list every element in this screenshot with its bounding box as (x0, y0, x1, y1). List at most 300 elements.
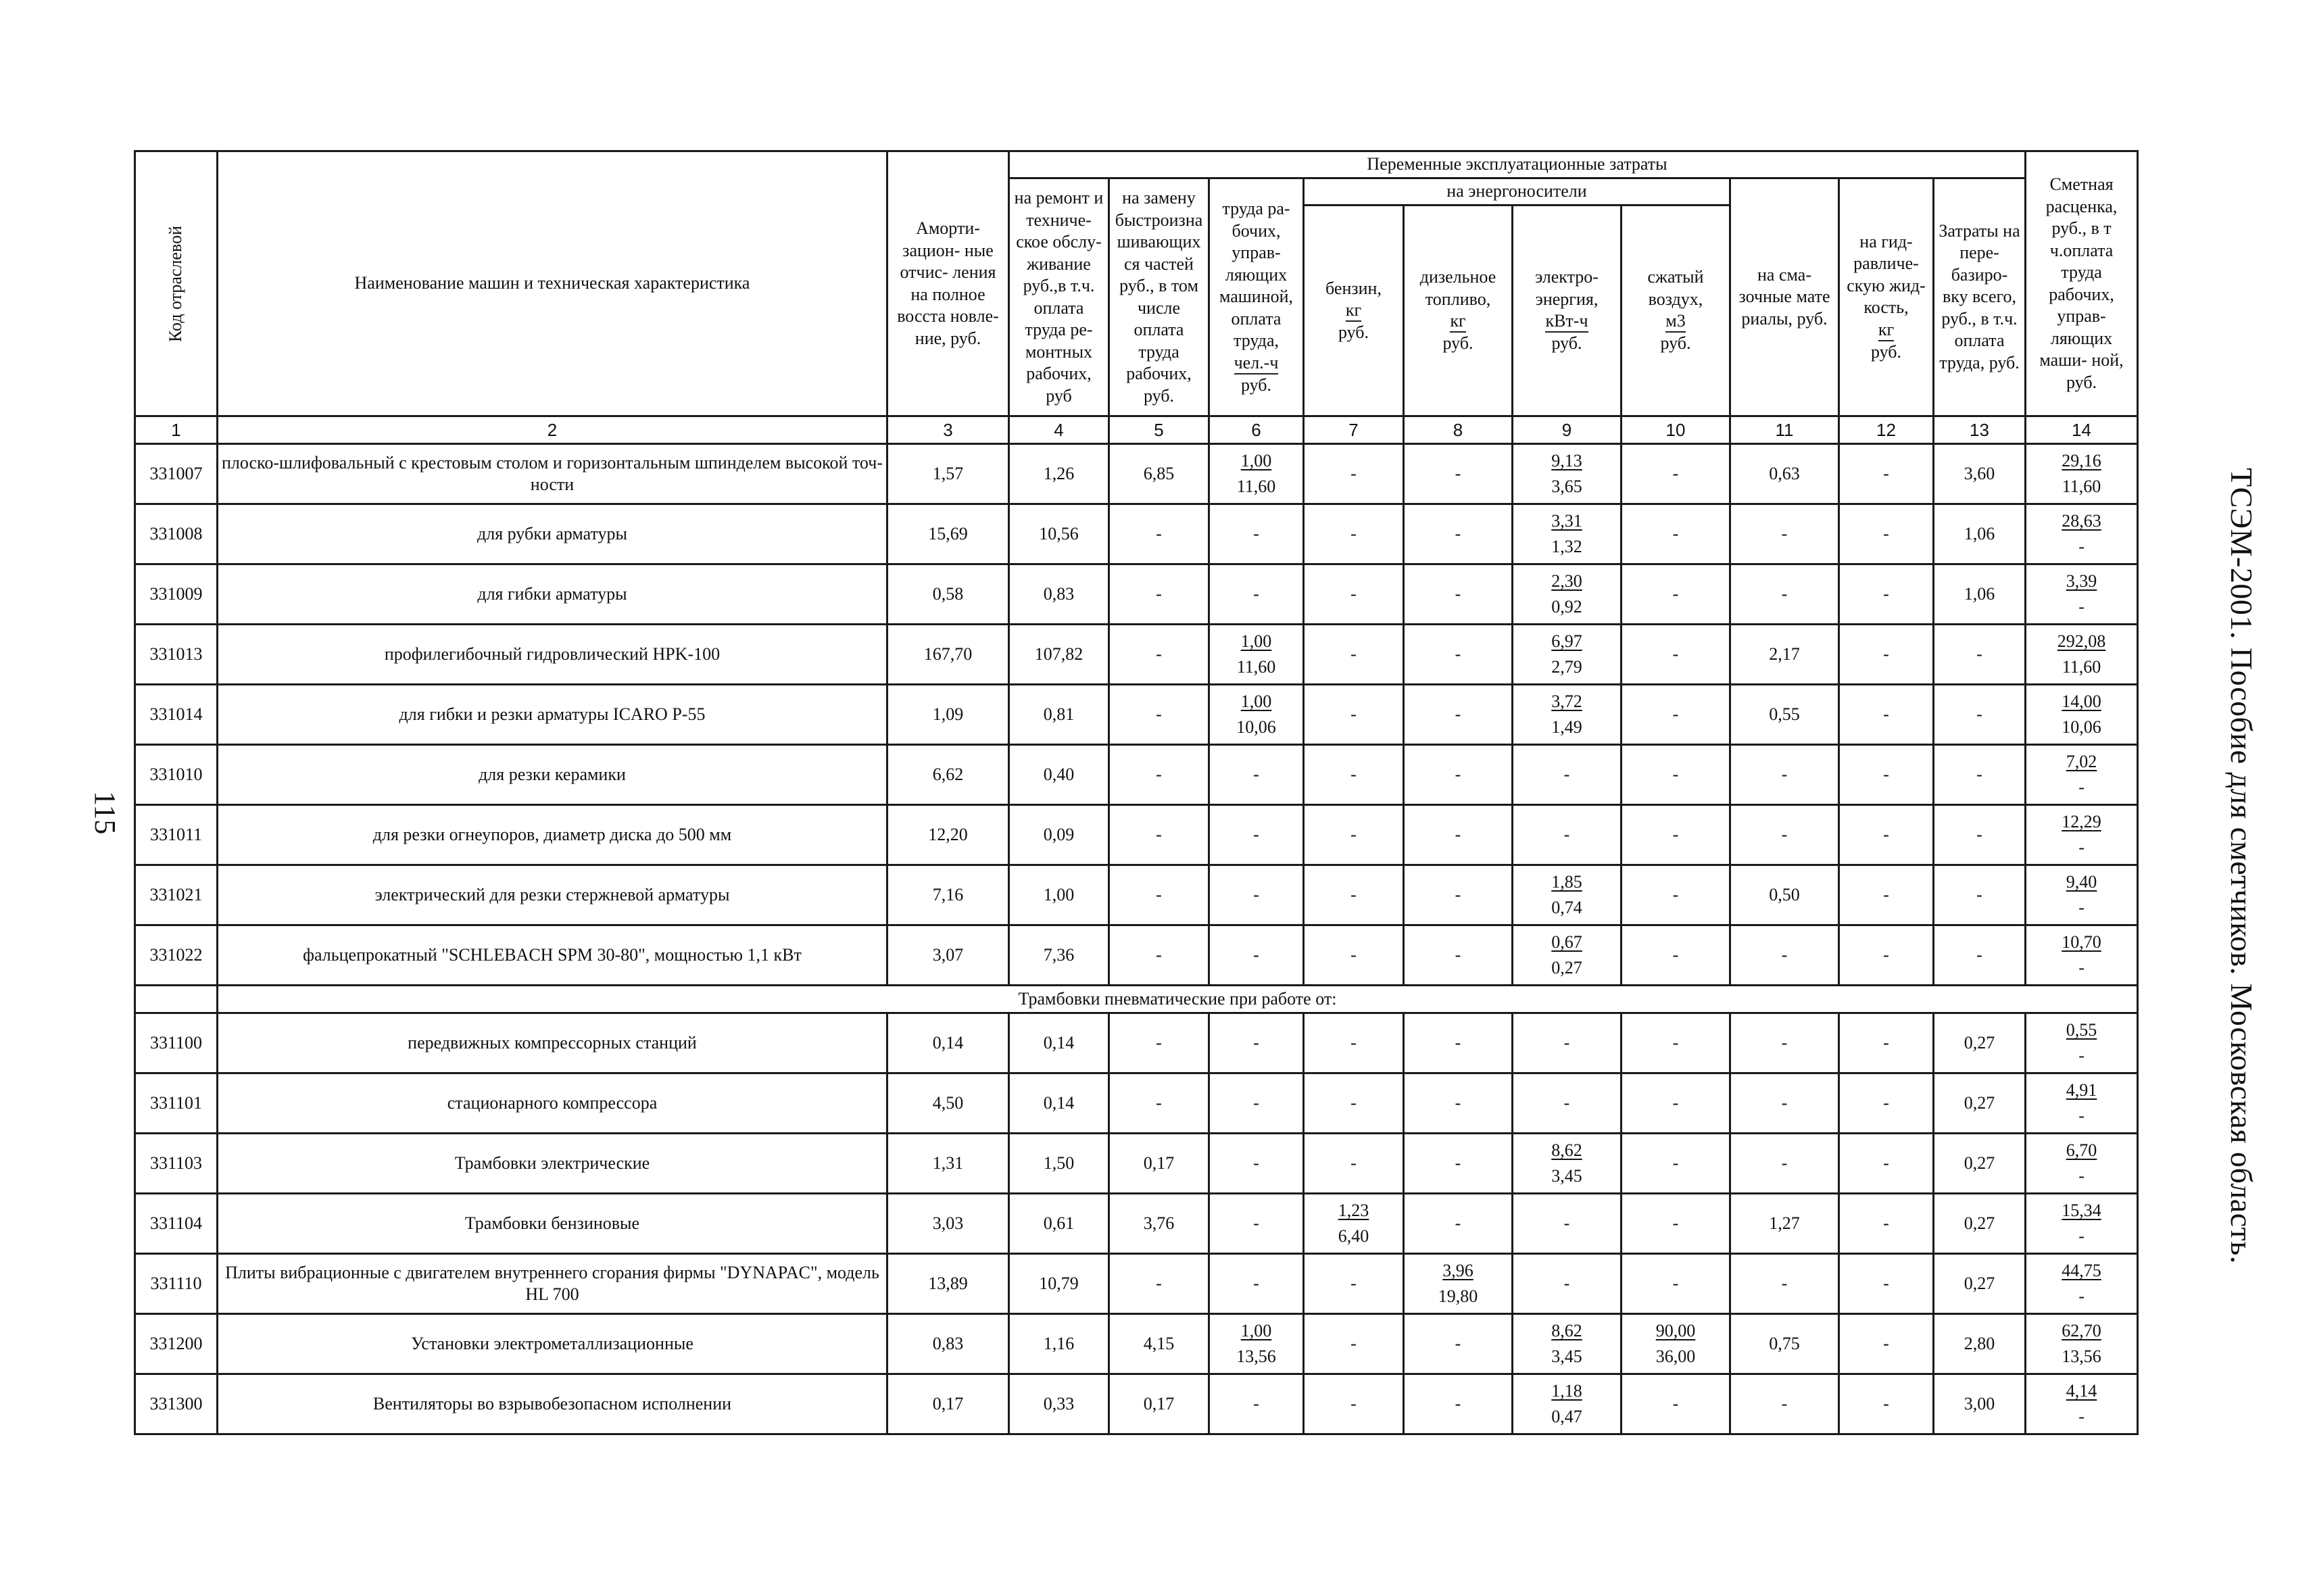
cell-code: 331007 (135, 444, 218, 504)
cell-electric (1513, 925, 1622, 986)
cell-replace: 4,15 (1109, 1314, 1209, 1374)
fraction-bottom: 3,45 (1551, 1347, 1582, 1366)
cell-repair: 10,79 (1009, 1254, 1109, 1314)
cell-labor: - (1209, 504, 1304, 564)
fraction-bottom: - (2078, 1286, 2085, 1306)
cell-rate (2026, 625, 2138, 685)
cell-labor: - (1209, 564, 1304, 625)
cell-amort: 1,31 (887, 1134, 1009, 1194)
cell-reloc: 2,80 (1934, 1314, 2026, 1374)
cell-petrol: - (1304, 1254, 1404, 1314)
cell-lube: 2,17 (1730, 625, 1839, 685)
cell-reloc: 0,27 (1934, 1134, 2026, 1194)
cell-lube: - (1730, 564, 1839, 625)
cell-hydro: - (1839, 805, 1934, 865)
fraction-top: 7,02 (2066, 752, 2097, 771)
cell-repair: 0,40 (1009, 745, 1109, 805)
header-energy: на энергоносители (1304, 178, 1730, 205)
cell-code: 331101 (135, 1073, 218, 1134)
fraction-top: 4,91 (2066, 1080, 2097, 1100)
cell-name: плоско-шлифовальный с крестовым столом и горизонтальным шпинделем высокой точ-ности (218, 444, 887, 504)
cell-name: для резки огнеупоров, диаметр диска до 500 мм (218, 805, 887, 865)
cell-hydro: - (1839, 564, 1934, 625)
header-electric: электро- энергия, кВт-ч руб. (1513, 205, 1622, 416)
cell-name: стационарного компрессора (218, 1073, 887, 1134)
cell-lube: - (1730, 1134, 1839, 1194)
cell-amort: 1,57 (887, 444, 1009, 504)
cell-repair: 107,82 (1009, 625, 1109, 685)
cell-repair: 1,26 (1009, 444, 1109, 504)
fraction-bottom: 0,92 (1551, 597, 1582, 616)
cell-diesel: - (1404, 1013, 1513, 1073)
cell-electric (1513, 1374, 1622, 1434)
column-number: 1 (135, 416, 218, 444)
fraction-bottom: - (2078, 597, 2085, 616)
cell-replace: - (1109, 865, 1209, 925)
fraction-value (1338, 1198, 1369, 1249)
cell-name: электрический для резки стержневой арматуры (218, 865, 887, 925)
cell-rate (2026, 805, 2138, 865)
cell-petrol: - (1304, 1134, 1404, 1194)
cell-reloc: - (1934, 805, 2026, 865)
cell-rate (2026, 1134, 2138, 1194)
cell-reloc: - (1934, 745, 2026, 805)
cell-lube: - (1730, 1254, 1839, 1314)
fraction-bottom: 6,40 (1338, 1226, 1369, 1246)
fraction-bottom: 0,47 (1551, 1407, 1582, 1426)
header-amortization: Аморти- зацион- ные отчис- ления на полное восста новле- ние, руб. (887, 151, 1009, 416)
cell-electric: - (1513, 1194, 1622, 1254)
cell-hydro: - (1839, 745, 1934, 805)
column-number: 5 (1109, 416, 1209, 444)
header-labor: труда ра- бочих, управ- ляющих машиной, оплата труда, чел.-ч руб. (1209, 178, 1304, 416)
cell-replace: 3,76 (1109, 1194, 1209, 1254)
fraction-top: 4,14 (2066, 1381, 2097, 1401)
cell-reloc: 0,27 (1934, 1194, 2026, 1254)
fraction-top: 8,62 (1551, 1140, 1582, 1160)
fraction-top: 1,18 (1551, 1381, 1582, 1401)
fraction-bottom: - (2078, 1046, 2085, 1065)
cell-reloc: - (1934, 865, 2026, 925)
cell-hydro: - (1839, 685, 1934, 745)
cell-hydro: - (1839, 1134, 1934, 1194)
fraction-value (1551, 1138, 1582, 1189)
cell-electric: - (1513, 1254, 1622, 1314)
column-number: 10 (1622, 416, 1730, 444)
table-row (135, 925, 2138, 986)
header-relocation: Затраты на пере- базиро- вку всего, руб., в т.ч. оплата труда, руб. (1934, 178, 2026, 416)
fraction-value (1237, 629, 1276, 680)
header-rate: Сметная расценка, руб., в т ч.оплата труда рабочих, управ- ляющих маши- ной, руб. (2026, 151, 2138, 416)
cell-air: - (1622, 865, 1730, 925)
cell-name: для рубки арматуры (218, 504, 887, 564)
table-row (135, 444, 2138, 504)
cell-labor: - (1209, 1134, 1304, 1194)
cell-amort: 3,07 (887, 925, 1009, 986)
cell-diesel: - (1404, 504, 1513, 564)
cell-rate (2026, 865, 2138, 925)
cell-reloc: 0,27 (1934, 1013, 2026, 1073)
fraction-top: 3,39 (2066, 571, 2097, 591)
cell-lube: 0,50 (1730, 865, 1839, 925)
fraction-value (1551, 1318, 1582, 1370)
cell-rate (2026, 1374, 2138, 1434)
cell-lube: - (1730, 1374, 1839, 1434)
cell-hydro: - (1839, 1314, 1934, 1374)
cell-petrol: - (1304, 1073, 1404, 1134)
cell-air: - (1622, 685, 1730, 745)
cell-name: для гибки арматуры (218, 564, 887, 625)
cell-amort: 0,14 (887, 1013, 1009, 1073)
fraction-bottom: 10,06 (1236, 717, 1276, 737)
header-variable-costs: Переменные эксплуатационные затраты (1009, 151, 2026, 178)
table-row (135, 1374, 2138, 1434)
cell-name: Установки электрометаллизационные (218, 1314, 887, 1374)
cell-petrol: - (1304, 925, 1404, 986)
cell-electric (1513, 564, 1622, 625)
cell-amort: 3,03 (887, 1194, 1009, 1254)
machine-cost-table (134, 150, 2139, 1435)
fraction-top: 62,70 (2062, 1321, 2101, 1340)
fraction-top: 8,62 (1551, 1321, 1582, 1340)
cell-diesel: - (1404, 444, 1513, 504)
cell-reloc: 0,27 (1934, 1073, 2026, 1134)
cell-petrol: - (1304, 1013, 1404, 1073)
cell-air: - (1622, 745, 1730, 805)
fraction-bottom: - (2078, 898, 2085, 917)
cell-amort: 0,83 (887, 1314, 1009, 1374)
cell-air: - (1622, 1073, 1730, 1134)
column-number: 3 (887, 416, 1009, 444)
cell-repair: 1,16 (1009, 1314, 1109, 1374)
cell-replace: - (1109, 504, 1209, 564)
section-title: Трамбовки пневматические при работе от: (218, 986, 2138, 1013)
cell-repair: 0,81 (1009, 685, 1109, 745)
fraction-top: 1,00 (1240, 451, 1272, 470)
cell-rate (2026, 745, 2138, 805)
fraction-value (1236, 689, 1276, 740)
cell-petrol: - (1304, 745, 1404, 805)
fraction-bottom: - (2078, 777, 2085, 797)
cell-hydro: - (1839, 1194, 1934, 1254)
cell-petrol: - (1304, 1314, 1404, 1374)
cell-lube: 0,75 (1730, 1314, 1839, 1374)
cell-rate (2026, 685, 2138, 745)
cell-diesel: - (1404, 1073, 1513, 1134)
fraction-bottom: - (2078, 1106, 2085, 1126)
cell-reloc: 3,60 (1934, 444, 2026, 504)
cell-diesel: - (1404, 1374, 1513, 1434)
header-hydraulic: на гид- равличе- скую жид- кость, кг руб. (1839, 178, 1934, 416)
cell-lube: - (1730, 504, 1839, 564)
table-row (135, 865, 2138, 925)
fraction-value (2057, 629, 2106, 680)
cell-air: - (1622, 1013, 1730, 1073)
column-number: 9 (1513, 416, 1622, 444)
fraction-value (1551, 508, 1582, 560)
fraction-top: 10,70 (2062, 932, 2101, 952)
cell-rate (2026, 1314, 2138, 1374)
fraction-bottom: - (2078, 958, 2085, 977)
fraction-top: 90,00 (1655, 1321, 1696, 1340)
fraction-top: 1,00 (1240, 692, 1272, 711)
cell-lube: - (1730, 925, 1839, 986)
cell-rate (2026, 1254, 2138, 1314)
cell-name: фальцепрокатный "SCHLEBACH SPM 30-80", мощностью 1,1 кВт (218, 925, 887, 986)
fraction-bottom: 0,27 (1551, 958, 1582, 977)
table-row (135, 564, 2138, 625)
column-number: 7 (1304, 416, 1404, 444)
fraction-top: 1,85 (1551, 872, 1582, 892)
cell-diesel: - (1404, 1194, 1513, 1254)
cell-lube: - (1730, 745, 1839, 805)
cell-air: - (1622, 625, 1730, 685)
cell-reloc: - (1934, 685, 2026, 745)
fraction-top: 6,70 (2066, 1140, 2097, 1160)
cell-amort: 7,16 (887, 865, 1009, 925)
cell-diesel: - (1404, 625, 1513, 685)
fraction-value (1656, 1318, 1696, 1370)
cell-amort: 13,89 (887, 1254, 1009, 1314)
fraction-value (2062, 1318, 2101, 1370)
column-number: 8 (1404, 416, 1513, 444)
table-row (135, 685, 2138, 745)
fraction-bottom: 11,60 (1236, 477, 1276, 496)
section-empty-cell (135, 986, 218, 1013)
cell-electric (1513, 504, 1622, 564)
table-row (135, 745, 2138, 805)
cell-petrol: - (1304, 865, 1404, 925)
fraction-top: 29,16 (2062, 451, 2101, 470)
cell-hydro: - (1839, 625, 1934, 685)
cell-name: для резки керамики (218, 745, 887, 805)
cell-diesel: - (1404, 865, 1513, 925)
cell-repair: 0,33 (1009, 1374, 1109, 1434)
cell-air: - (1622, 1374, 1730, 1434)
cell-replace: - (1109, 1013, 1209, 1073)
cell-petrol: - (1304, 444, 1404, 504)
cell-repair: 1,00 (1009, 865, 1109, 925)
cell-air: - (1622, 1254, 1730, 1314)
cell-amort: 12,20 (887, 805, 1009, 865)
fraction-value (2066, 569, 2097, 620)
cell-name: профилегибочный гидровлический HPK-100 (218, 625, 887, 685)
fraction-value (1551, 569, 1582, 620)
header-repair: на ремонт и техниче- ское обслу- живание руб.,в т.ч. оплата труда ре- монтных рабочих, руб (1009, 178, 1109, 416)
fraction-value (2066, 1017, 2097, 1069)
cell-petrol: - (1304, 685, 1404, 745)
cell-reloc: 1,06 (1934, 564, 2026, 625)
cell-lube: 0,63 (1730, 444, 1839, 504)
fraction-top: 1,00 (1240, 631, 1272, 651)
fraction-value (2062, 689, 2101, 740)
header-air: сжатый воздух, м3 руб. (1622, 205, 1730, 416)
cell-code: 331104 (135, 1194, 218, 1254)
table-row (135, 504, 2138, 564)
cell-reloc: 3,00 (1934, 1374, 2026, 1434)
cell-name: для гибки и резки арматуры ICARO P-55 (218, 685, 887, 745)
document-side-title: ТСЭМ-2001. Пособие для сметчиков. Московская область. (2224, 468, 2259, 1264)
fraction-bottom: 3,65 (1551, 477, 1582, 496)
cell-name: Трамбовки бензиновые (218, 1194, 887, 1254)
cell-replace: 0,17 (1109, 1374, 1209, 1434)
cell-air: - (1622, 805, 1730, 865)
fraction-bottom: - (2078, 838, 2085, 857)
column-number: 2 (218, 416, 887, 444)
fraction-bottom: - (2078, 1407, 2085, 1426)
cell-replace: - (1109, 745, 1209, 805)
fraction-bottom: 1,32 (1551, 537, 1582, 556)
header-code: Код отраслевой (135, 151, 218, 416)
cell-hydro: - (1839, 444, 1934, 504)
cell-rate (2026, 1013, 2138, 1073)
cell-repair: 10,56 (1009, 504, 1109, 564)
cell-amort: 167,70 (887, 625, 1009, 685)
cell-repair: 7,36 (1009, 925, 1109, 986)
cell-rate (2026, 444, 2138, 504)
cell-rate (2026, 1194, 2138, 1254)
fraction-value (2062, 448, 2101, 500)
fraction-bottom: 2,79 (1551, 657, 1582, 677)
cell-petrol: - (1304, 625, 1404, 685)
table-body (135, 444, 2138, 1434)
header-diesel: дизельное топливо, кг руб. (1404, 205, 1513, 416)
cell-replace: - (1109, 925, 1209, 986)
cell-reloc: - (1934, 925, 2026, 986)
column-number-row (135, 416, 2138, 444)
cell-electric: - (1513, 1073, 1622, 1134)
cell-hydro: - (1839, 1374, 1934, 1434)
fraction-top: 14,00 (2062, 692, 2101, 711)
fraction-value (1438, 1258, 1478, 1309)
cell-rate (2026, 564, 2138, 625)
column-number: 4 (1009, 416, 1109, 444)
cell-diesel (1404, 1254, 1513, 1314)
cell-code: 331100 (135, 1013, 218, 1073)
table-row (135, 1254, 2138, 1314)
fraction-top: 3,31 (1551, 511, 1582, 531)
cell-amort: 0,58 (887, 564, 1009, 625)
cell-name: передвижных компрессорных станций (218, 1013, 887, 1073)
fraction-value (1551, 869, 1582, 921)
fraction-bottom: 0,74 (1551, 898, 1582, 917)
cell-air: - (1622, 1134, 1730, 1194)
cell-labor (1209, 1314, 1304, 1374)
fraction-top: 0,67 (1551, 932, 1582, 952)
cell-name: Трамбовки электрические (218, 1134, 887, 1194)
cell-repair: 0,09 (1009, 805, 1109, 865)
cell-air: - (1622, 1194, 1730, 1254)
cell-repair: 1,50 (1009, 1134, 1109, 1194)
cell-code: 331009 (135, 564, 218, 625)
cell-diesel: - (1404, 805, 1513, 865)
section-row (135, 986, 2138, 1013)
column-number: 14 (2026, 416, 2138, 444)
cell-reloc: 0,27 (1934, 1254, 2026, 1314)
fraction-value (2066, 1078, 2097, 1129)
cell-air: - (1622, 564, 1730, 625)
table-row (135, 1314, 2138, 1374)
cell-electric (1513, 685, 1622, 745)
cell-reloc: - (1934, 625, 2026, 685)
fraction-value (2066, 749, 2097, 800)
cell-electric: - (1513, 805, 1622, 865)
fraction-bottom: 36,00 (1655, 1347, 1696, 1366)
table-row (135, 1013, 2138, 1073)
cell-petrol: - (1304, 1374, 1404, 1434)
fraction-value (2062, 508, 2101, 560)
cell-replace: - (1109, 625, 1209, 685)
cell-petrol: - (1304, 504, 1404, 564)
fraction-value (1236, 1318, 1276, 1370)
header-name: Наименование машин и техническая характеристика (218, 151, 887, 416)
cell-replace: - (1109, 685, 1209, 745)
header-replace-parts: на замену быстроизна шивающих ся частей руб., в том числе оплата труда рабочих, руб. (1109, 178, 1209, 416)
cell-labor: - (1209, 1374, 1304, 1434)
fraction-bottom: 11,60 (2062, 657, 2101, 677)
cell-rate (2026, 925, 2138, 986)
fraction-value (1551, 1378, 1582, 1430)
fraction-value (2062, 929, 2101, 981)
column-number: 13 (1934, 416, 2026, 444)
cell-air: - (1622, 444, 1730, 504)
cell-code: 331200 (135, 1314, 218, 1374)
fraction-value (2062, 1258, 2101, 1309)
cell-electric (1513, 865, 1622, 925)
fraction-top: 292,08 (2057, 631, 2106, 651)
cell-hydro: - (1839, 1073, 1934, 1134)
fraction-value (2062, 1198, 2101, 1249)
cell-code: 331010 (135, 745, 218, 805)
cell-diesel: - (1404, 564, 1513, 625)
cell-diesel: - (1404, 685, 1513, 745)
cell-repair: 0,14 (1009, 1073, 1109, 1134)
cell-name: Вентиляторы во взрывобезопасном исполнении (218, 1374, 887, 1434)
fraction-bottom: 19,80 (1438, 1286, 1478, 1306)
cell-code: 331014 (135, 685, 218, 745)
cell-air: - (1622, 925, 1730, 986)
cell-diesel: - (1404, 925, 1513, 986)
cell-code: 331022 (135, 925, 218, 986)
cell-hydro: - (1839, 925, 1934, 986)
cell-rate (2026, 504, 2138, 564)
cell-lube: - (1730, 1013, 1839, 1073)
fraction-value (1551, 929, 1582, 981)
cell-replace: - (1109, 564, 1209, 625)
fraction-top: 12,29 (2062, 812, 2101, 831)
table-row (135, 1194, 2138, 1254)
cell-code: 331011 (135, 805, 218, 865)
fraction-top: 0,55 (2066, 1020, 2097, 1040)
cell-electric: - (1513, 745, 1622, 805)
fraction-top: 15,34 (2062, 1201, 2101, 1220)
cell-repair: 0,14 (1009, 1013, 1109, 1073)
fraction-bottom: 13,56 (1236, 1347, 1276, 1366)
cell-repair: 0,61 (1009, 1194, 1109, 1254)
fraction-value (1237, 448, 1276, 500)
fraction-bottom: 11,60 (2062, 477, 2101, 496)
cell-petrol: - (1304, 564, 1404, 625)
fraction-top: 1,00 (1240, 1321, 1272, 1340)
cell-code: 331300 (135, 1374, 218, 1434)
cell-lube: - (1730, 805, 1839, 865)
cell-amort: 15,69 (887, 504, 1009, 564)
fraction-value (2066, 1378, 2097, 1430)
cell-labor: - (1209, 925, 1304, 986)
cell-electric (1513, 1314, 1622, 1374)
fraction-bottom: 13,56 (2062, 1347, 2101, 1366)
fraction-bottom: 3,45 (1551, 1166, 1582, 1186)
